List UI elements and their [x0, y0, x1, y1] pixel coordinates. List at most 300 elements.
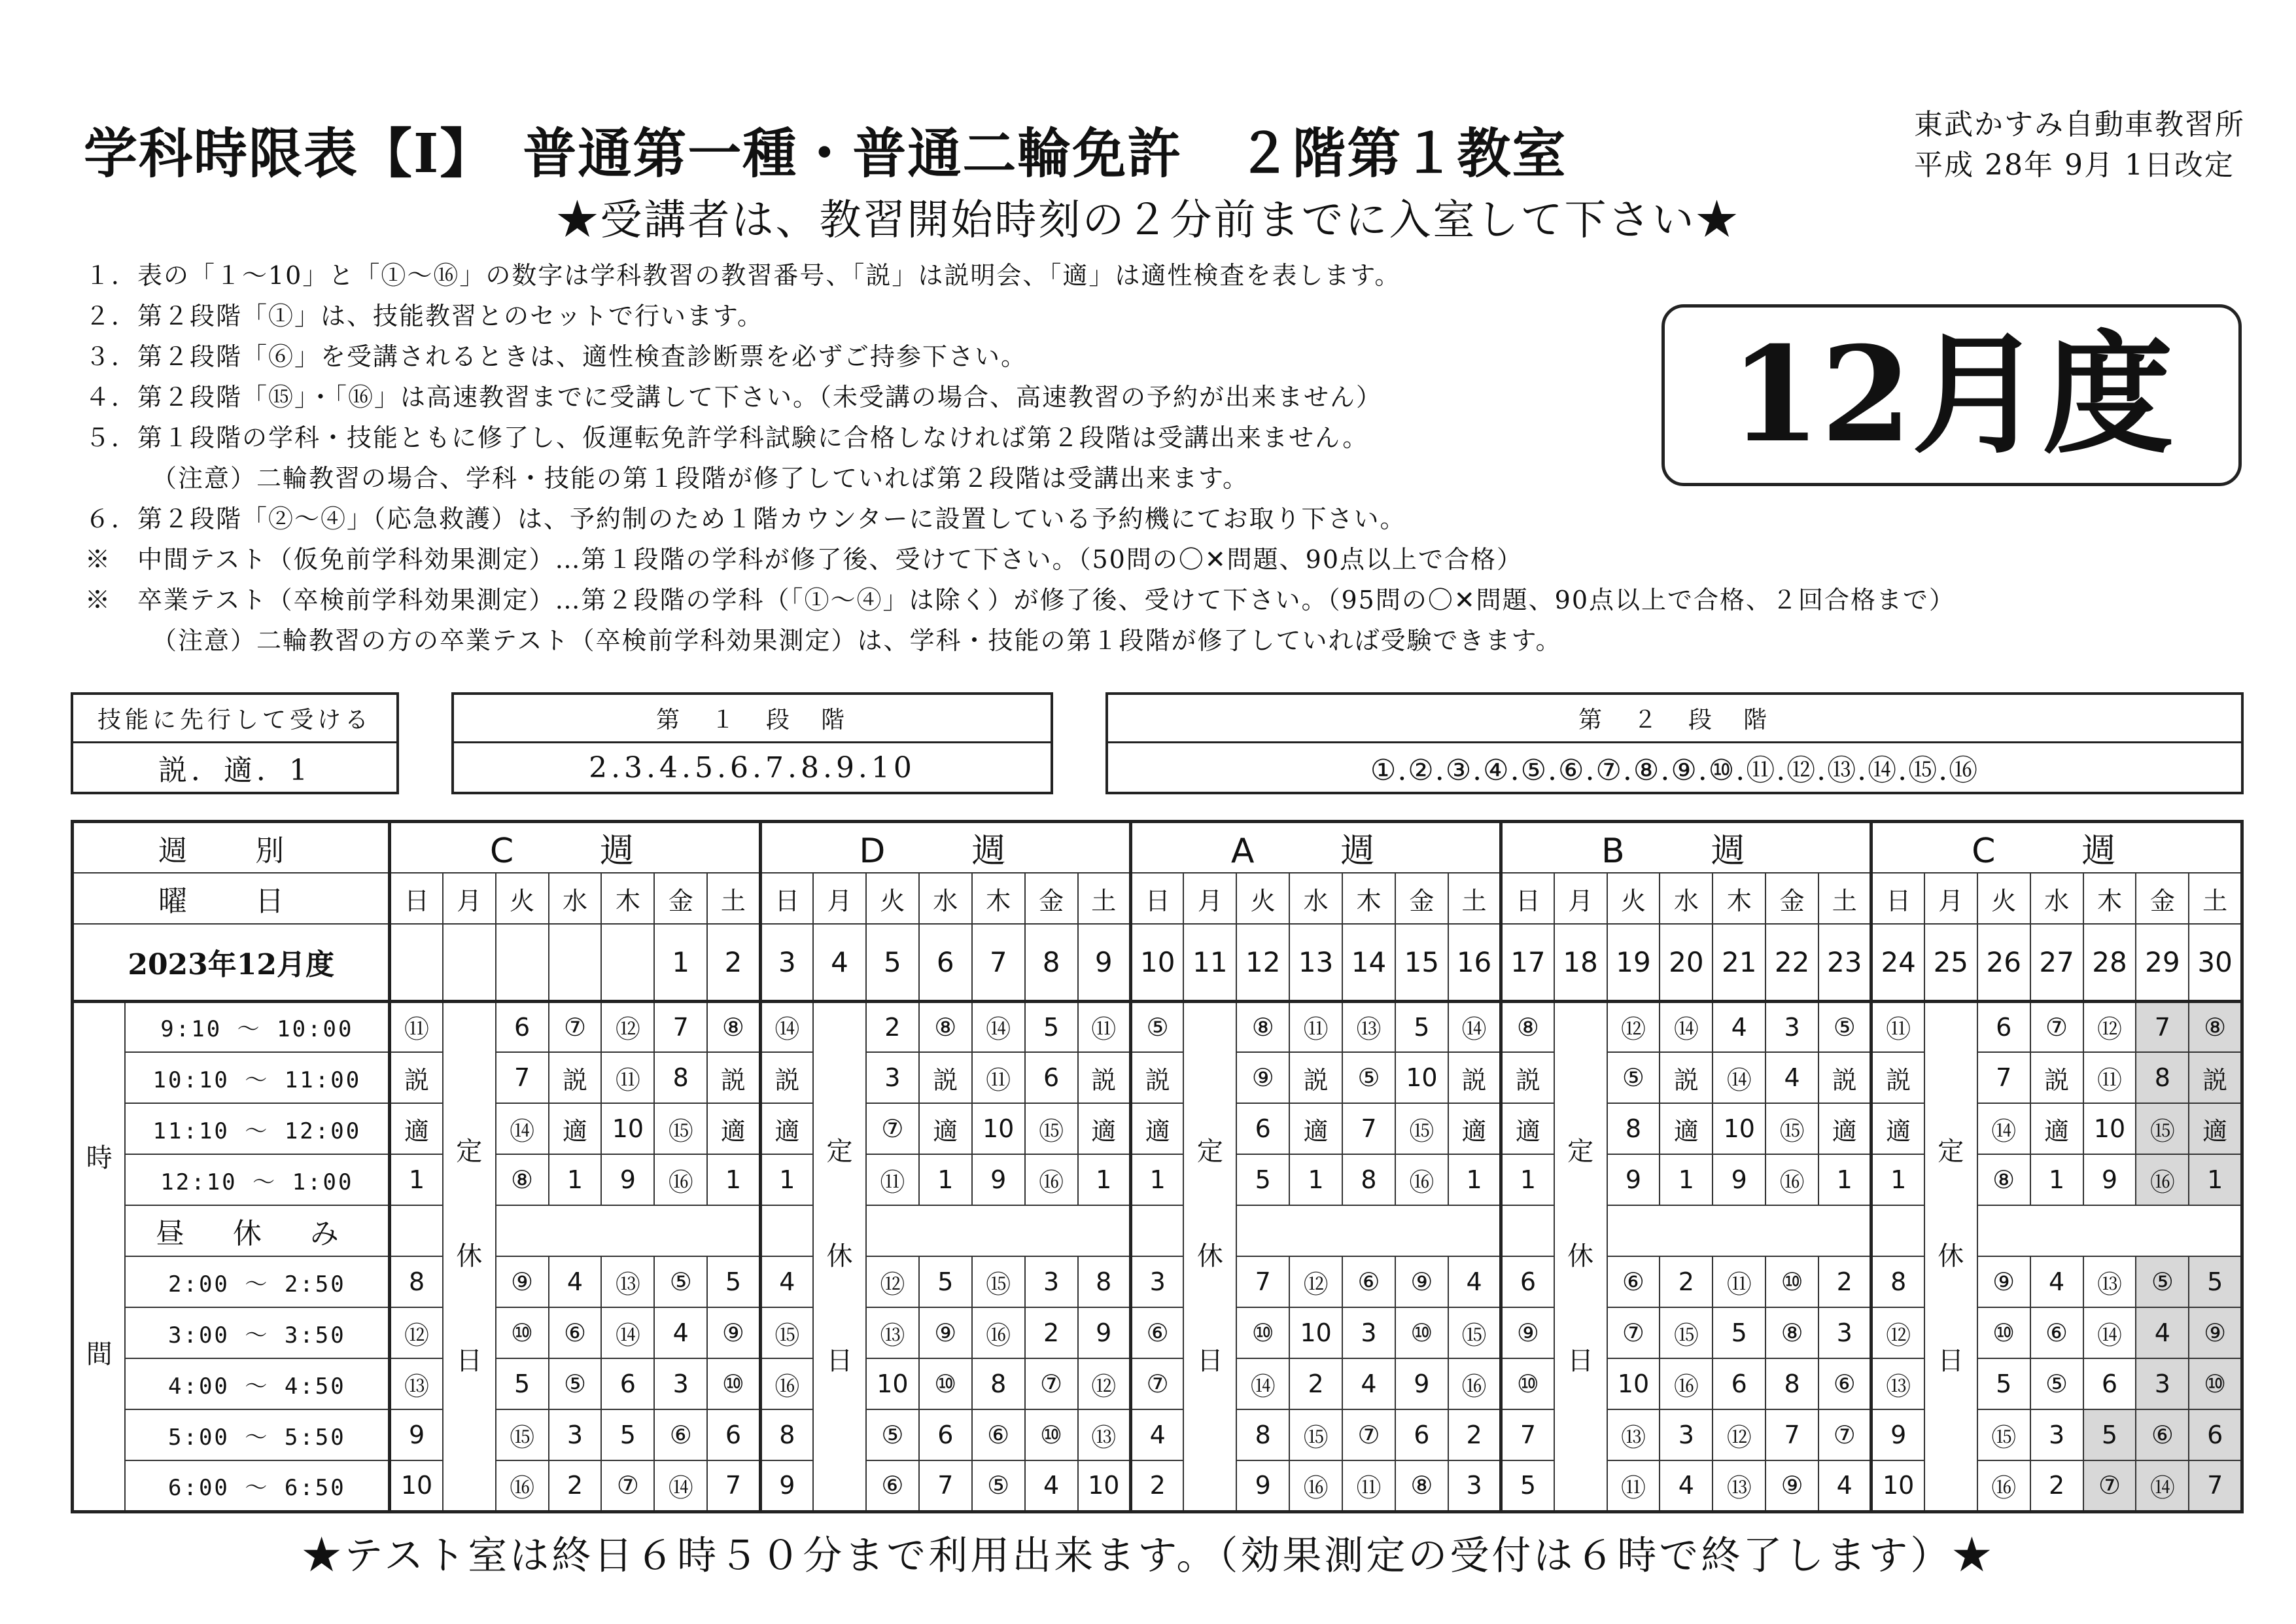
note-item: ６．第２段階「②〜④」（応急救護）は、予約制のため１階カウンターに設置している予約機にてお取り下さい。: [85, 504, 1406, 533]
class-cell: 適: [1289, 1103, 1342, 1154]
class-cell: 7: [919, 1460, 972, 1511]
class-cell: 7: [496, 1052, 549, 1103]
day-of-week: 土: [1448, 873, 1501, 924]
day-of-week: 日: [760, 873, 813, 924]
school-name: 東武かすみ自動車教習所: [1914, 108, 2245, 141]
class-cell: ⑭: [496, 1103, 549, 1154]
class-cell: 説: [1078, 1052, 1131, 1103]
class-cell: 9: [972, 1154, 1025, 1205]
class-cell: 説: [760, 1052, 813, 1103]
class-cell: ⑫: [1289, 1256, 1342, 1307]
class-cell: 5: [1501, 1460, 1554, 1511]
class-cell: 9: [1078, 1307, 1131, 1358]
class-cell: ⑬: [1871, 1358, 1924, 1409]
class-cell: 9: [1607, 1154, 1660, 1205]
class-cell: ⑦: [2083, 1460, 2136, 1511]
note-item: １．表の「１〜10」と「①〜⑯」の数字は学科教習の教習番号、「説」は説明会、「適」は適性検査を表します。: [85, 261, 1401, 290]
class-cell: 6: [1977, 1001, 2030, 1052]
class-cell: 適: [1131, 1103, 1184, 1154]
note-item: ４．第２段階「⑮」・「⑯」は高速教習までに受講して下さい。（未受講の場合、高速教習の予約が出来ません）: [85, 383, 1383, 412]
class-cell: ⑥: [866, 1460, 919, 1511]
date-cell: 2: [707, 924, 760, 1001]
time-slot: 12:10 〜 1:00: [125, 1154, 389, 1205]
class-cell: 適: [390, 1103, 443, 1154]
class-cell: 5: [1025, 1001, 1078, 1052]
date-cell: 23: [1818, 924, 1871, 1001]
day-of-week: 金: [654, 873, 707, 924]
week-header: B 週: [1501, 822, 1871, 874]
class-cell: 1: [1871, 1154, 1924, 1205]
date-cell: 8: [1025, 924, 1078, 1001]
class-cell: 説: [707, 1052, 760, 1103]
class-cell: ⑤: [972, 1460, 1025, 1511]
class-cell: 5: [1395, 1001, 1448, 1052]
class-cell: ⑨: [1977, 1256, 2030, 1307]
class-cell: 8: [2136, 1052, 2189, 1103]
class-cell: ⑫: [866, 1256, 919, 1307]
class-cell: ⑯: [1289, 1460, 1342, 1511]
class-cell: 7: [1977, 1052, 2030, 1103]
class-cell: 2: [1025, 1307, 1078, 1358]
class-cell: ⑦: [2030, 1001, 2083, 1052]
class-cell: 9: [1395, 1358, 1448, 1409]
stage1-label: 第 １ 段 階: [454, 695, 1051, 743]
time-slot: 10:10 〜 11:00: [125, 1052, 389, 1103]
day-of-week: 月: [1554, 873, 1607, 924]
class-cell: ⑮: [1660, 1307, 1713, 1358]
day-of-week: 水: [1289, 873, 1342, 924]
class-cell: ⑫: [390, 1307, 443, 1358]
lunch-cell: [1607, 1205, 1871, 1256]
stage1-value: 2.3.4.5.6.7.8.9.10: [589, 750, 916, 785]
class-cell: ⑭: [1448, 1001, 1501, 1052]
class-cell: 10: [1713, 1103, 1765, 1154]
class-cell: 適: [760, 1103, 813, 1154]
class-cell: ⑬: [2083, 1256, 2136, 1307]
month-badge: 12月度: [1661, 304, 2242, 486]
class-cell: 1: [760, 1154, 813, 1205]
class-cell: 1: [1818, 1154, 1871, 1205]
class-cell: 説: [919, 1052, 972, 1103]
day-of-week: 火: [496, 873, 549, 924]
class-cell: 3: [1765, 1001, 1818, 1052]
day-of-week: 金: [1025, 873, 1078, 924]
class-cell: 10: [1289, 1307, 1342, 1358]
week-header: D 週: [760, 822, 1130, 874]
class-cell: ⑨: [1236, 1052, 1289, 1103]
class-cell: 2: [2030, 1460, 2083, 1511]
class-cell: 3: [1818, 1307, 1871, 1358]
class-cell: 5: [2189, 1256, 2242, 1307]
class-cell: 3: [1660, 1409, 1713, 1460]
class-cell: 10: [1395, 1052, 1448, 1103]
class-cell: 7: [2189, 1460, 2242, 1511]
class-cell: 4: [760, 1256, 813, 1307]
day-of-week: 土: [1078, 873, 1131, 924]
class-cell: 1: [1501, 1154, 1554, 1205]
class-cell: 4: [1713, 1001, 1765, 1052]
lunch-cell: [1131, 1205, 1184, 1256]
class-cell: 適: [1078, 1103, 1131, 1154]
class-cell: 4: [654, 1307, 707, 1358]
date-cell: 30: [2189, 924, 2242, 1001]
class-cell: ⑧: [1501, 1001, 1554, 1052]
class-cell: ⑤: [1131, 1001, 1184, 1052]
date-cell: 29: [2136, 924, 2189, 1001]
day-of-week: 日: [1501, 873, 1554, 924]
class-cell: 9: [601, 1154, 654, 1205]
class-cell: 8: [654, 1052, 707, 1103]
class-cell: ⑨: [496, 1256, 549, 1307]
class-cell: ⑭: [972, 1001, 1025, 1052]
class-cell: ⑧: [496, 1154, 549, 1205]
date-cell: 28: [2083, 924, 2136, 1001]
class-cell: ⑬: [1607, 1409, 1660, 1460]
class-cell: 5: [601, 1409, 654, 1460]
class-cell: 説: [2030, 1052, 2083, 1103]
class-cell: ⑤: [654, 1256, 707, 1307]
class-cell: ⑦: [1131, 1358, 1184, 1409]
class-cell: ⑯: [654, 1154, 707, 1205]
class-cell: 6: [496, 1001, 549, 1052]
subtitle: ★受講者は、教習開始時刻の２分前までに入室して下さい★: [556, 196, 1740, 245]
class-cell: ⑯: [496, 1460, 549, 1511]
class-cell: 8: [1871, 1256, 1924, 1307]
class-cell: 8: [1607, 1103, 1660, 1154]
class-cell: ⑬: [1342, 1001, 1395, 1052]
class-cell: ⑮: [972, 1256, 1025, 1307]
class-cell: 1: [1289, 1154, 1342, 1205]
class-cell: ⑭: [1977, 1103, 2030, 1154]
class-cell: ⑪: [601, 1052, 654, 1103]
closed-day-label: 定 休 日: [813, 1001, 866, 1511]
class-cell: 3: [549, 1409, 602, 1460]
class-cell: 10: [2083, 1103, 2136, 1154]
class-cell: ⑧: [1765, 1307, 1818, 1358]
class-cell: ⑮: [760, 1307, 813, 1358]
class-cell: ⑤: [1607, 1052, 1660, 1103]
date-cell: 22: [1765, 924, 1818, 1001]
class-cell: 10: [390, 1460, 443, 1511]
class-cell: ⑭: [1236, 1358, 1289, 1409]
class-cell: ⑦: [866, 1103, 919, 1154]
class-cell: ⑫: [601, 1001, 654, 1052]
class-cell: ⑪: [1607, 1460, 1660, 1511]
class-cell: ⑫: [1713, 1409, 1765, 1460]
class-cell: 1: [707, 1154, 760, 1205]
day-of-week: 月: [813, 873, 866, 924]
class-cell: ⑨: [1501, 1307, 1554, 1358]
class-cell: ⑭: [1713, 1052, 1765, 1103]
prereq-value: 説．適．1: [158, 754, 311, 787]
class-cell: 説: [1660, 1052, 1713, 1103]
class-cell: ⑩: [2189, 1358, 2242, 1409]
stage2-label: 第 ２ 段 階: [1108, 695, 2241, 743]
class-cell: ⑩: [1395, 1307, 1448, 1358]
lunch-cell: [760, 1205, 813, 1256]
class-cell: 説: [1818, 1052, 1871, 1103]
class-cell: 適: [1818, 1103, 1871, 1154]
class-cell: 4: [1448, 1256, 1501, 1307]
class-cell: 2: [1289, 1358, 1342, 1409]
date-cell: 3: [760, 924, 813, 1001]
closed-day-label: 定 休 日: [1924, 1001, 1977, 1511]
date-cell: [496, 924, 549, 1001]
class-cell: ⑮: [2136, 1103, 2189, 1154]
date-cell: 15: [1395, 924, 1448, 1001]
class-cell: 9: [390, 1409, 443, 1460]
day-of-week: 火: [866, 873, 919, 924]
time-slot: 2:00 〜 2:50: [125, 1256, 389, 1307]
class-cell: ⑪: [1713, 1256, 1765, 1307]
class-cell: 適: [2189, 1103, 2242, 1154]
class-cell: ⑮: [654, 1103, 707, 1154]
date-cell: 16: [1448, 924, 1501, 1001]
class-cell: ⑮: [1289, 1409, 1342, 1460]
class-cell: ⑨: [919, 1307, 972, 1358]
class-cell: ⑧: [1977, 1154, 2030, 1205]
class-cell: ⑪: [866, 1154, 919, 1205]
note-item: ５．第１段階の学科・技能ともに修了し、仮運転免許学科試験に合格しなければ第２段階は受講出来ません。: [85, 423, 1369, 452]
class-cell: ⑪: [390, 1001, 443, 1052]
class-cell: ⑧: [1395, 1460, 1448, 1511]
week-header: A 週: [1131, 822, 1501, 874]
class-cell: ⑩: [707, 1358, 760, 1409]
day-of-week: 土: [1818, 873, 1871, 924]
class-cell: 説: [1131, 1052, 1184, 1103]
class-cell: 適: [1448, 1103, 1501, 1154]
day-of-week: 木: [601, 873, 654, 924]
class-cell: ⑤: [866, 1409, 919, 1460]
class-cell: ⑪: [1342, 1460, 1395, 1511]
class-cell: 5: [496, 1358, 549, 1409]
class-cell: 7: [1236, 1256, 1289, 1307]
class-cell: ⑪: [972, 1052, 1025, 1103]
date-cell: [443, 924, 496, 1001]
class-cell: 3: [1448, 1460, 1501, 1511]
day-of-week: 金: [1395, 873, 1448, 924]
date-cell: [601, 924, 654, 1001]
class-cell: ⑪: [1289, 1001, 1342, 1052]
date-cell: 17: [1501, 924, 1554, 1001]
class-cell: ⑦: [549, 1001, 602, 1052]
class-cell: 2: [1448, 1409, 1501, 1460]
class-cell: 10: [1871, 1460, 1924, 1511]
date-cell: 5: [866, 924, 919, 1001]
time-slot: 3:00 〜 3:50: [125, 1307, 389, 1358]
class-cell: ⑨: [1395, 1256, 1448, 1307]
date-cell: 14: [1342, 924, 1395, 1001]
class-cell: 10: [1607, 1358, 1660, 1409]
school-info: [1914, 105, 2245, 186]
class-cell: 適: [549, 1103, 602, 1154]
class-cell: 6: [1236, 1103, 1289, 1154]
class-cell: ⑥: [2136, 1409, 2189, 1460]
class-cell: 6: [1501, 1256, 1554, 1307]
class-cell: ⑮: [496, 1409, 549, 1460]
class-cell: 8: [1236, 1409, 1289, 1460]
date-cell: 7: [972, 924, 1025, 1001]
day-of-week: 日: [390, 873, 443, 924]
note-item: ※ 卒業テスト（卒検前学科効果測定）…第２段階の学科（「①〜④」は除く）が修了後、受けて下さい。（95問の〇✕問題、90点以上で合格、２回合格まで）: [85, 586, 1956, 614]
date-cell: 10: [1131, 924, 1184, 1001]
class-cell: 5: [1977, 1358, 2030, 1409]
class-cell: 4: [1765, 1052, 1818, 1103]
class-cell: 1: [390, 1154, 443, 1205]
class-cell: 6: [2083, 1358, 2136, 1409]
revision-date: 平成 28年 9月 1日改定: [1914, 149, 2235, 182]
class-cell: ⑫: [1078, 1358, 1131, 1409]
class-cell: ⑥: [2030, 1307, 2083, 1358]
date-cell: 25: [1924, 924, 1977, 1001]
class-cell: ⑭: [760, 1001, 813, 1052]
class-cell: 説: [1289, 1052, 1342, 1103]
class-cell: 3: [1131, 1256, 1184, 1307]
class-cell: ⑮: [1025, 1103, 1078, 1154]
class-cell: ⑩: [1236, 1307, 1289, 1358]
class-cell: 4: [1818, 1460, 1871, 1511]
day-of-week: 土: [707, 873, 760, 924]
class-cell: ⑯: [760, 1358, 813, 1409]
time-slot: 6:00 〜 6:50: [125, 1460, 389, 1511]
class-cell: ⑥: [1607, 1256, 1660, 1307]
class-cell: 6: [1713, 1358, 1765, 1409]
class-cell: ⑤: [1818, 1001, 1871, 1052]
class-cell: ⑪: [1871, 1001, 1924, 1052]
class-cell: 適: [919, 1103, 972, 1154]
class-cell: ⑤: [2030, 1358, 2083, 1409]
class-cell: ⑫: [2083, 1001, 2136, 1052]
class-cell: ⑦: [1342, 1409, 1395, 1460]
class-cell: 5: [707, 1256, 760, 1307]
class-cell: 4: [1025, 1460, 1078, 1511]
day-of-week: 月: [443, 873, 496, 924]
class-cell: 1: [919, 1154, 972, 1205]
stage1-box: [451, 692, 1053, 794]
class-cell: 説: [549, 1052, 602, 1103]
class-cell: ⑩: [1025, 1409, 1078, 1460]
class-cell: 8: [390, 1256, 443, 1307]
class-cell: 5: [1713, 1307, 1765, 1358]
day-of-week: 月: [1924, 873, 1977, 924]
class-cell: 10: [1078, 1460, 1131, 1511]
class-cell: 10: [972, 1103, 1025, 1154]
class-cell: 説: [1501, 1052, 1554, 1103]
class-cell: 5: [1236, 1154, 1289, 1205]
class-cell: 1: [2189, 1154, 2242, 1205]
time-slot: 4:00 〜 4:50: [125, 1358, 389, 1409]
class-cell: 説: [1871, 1052, 1924, 1103]
class-cell: 7: [1765, 1409, 1818, 1460]
class-cell: ⑪: [2083, 1052, 2136, 1103]
class-cell: 5: [2083, 1409, 2136, 1460]
date-cell: 9: [1078, 924, 1131, 1001]
day-of-week: 水: [549, 873, 602, 924]
class-cell: 3: [1342, 1307, 1395, 1358]
class-cell: ⑮: [1395, 1103, 1448, 1154]
class-cell: 4: [2030, 1256, 2083, 1307]
class-cell: 10: [601, 1103, 654, 1154]
date-cell: 12: [1236, 924, 1289, 1001]
class-cell: ⑫: [1607, 1001, 1660, 1052]
class-cell: 9: [1713, 1154, 1765, 1205]
lunch-label: 昼 休 み: [125, 1205, 389, 1256]
class-cell: 2: [866, 1001, 919, 1052]
class-cell: ⑧: [1236, 1001, 1289, 1052]
date-cell: 26: [1977, 924, 2030, 1001]
lunch-cell: [1236, 1205, 1501, 1256]
class-cell: 7: [707, 1460, 760, 1511]
class-cell: 適: [1501, 1103, 1554, 1154]
class-cell: ⑭: [1660, 1001, 1713, 1052]
class-cell: 1: [2030, 1154, 2083, 1205]
footer-note: ★テスト室は終日６時５０分まで利用出来ます。（効果測定の受付は６時で終了します）★: [302, 1533, 1994, 1579]
day-of-week: 火: [1607, 873, 1660, 924]
class-cell: 4: [1660, 1460, 1713, 1511]
day-of-week: 月: [1183, 873, 1236, 924]
date-cell: 18: [1554, 924, 1607, 1001]
date-cell: 21: [1713, 924, 1765, 1001]
date-cell: [390, 924, 443, 1001]
class-cell: ⑥: [654, 1409, 707, 1460]
class-cell: 3: [866, 1052, 919, 1103]
class-cell: 2: [1818, 1256, 1871, 1307]
time-slot: 11:10 〜 12:00: [125, 1103, 389, 1154]
class-cell: 9: [1236, 1460, 1289, 1511]
class-cell: ⑥: [972, 1409, 1025, 1460]
day-of-week: 土: [2189, 873, 2242, 924]
class-cell: ⑧: [707, 1001, 760, 1052]
date-cell: 6: [919, 924, 972, 1001]
timetable: [71, 820, 2244, 1513]
class-cell: 1: [1131, 1154, 1184, 1205]
lunch-cell: [866, 1205, 1131, 1256]
class-cell: ⑯: [1448, 1358, 1501, 1409]
class-cell: 3: [2030, 1409, 2083, 1460]
prereq-box: [71, 692, 399, 794]
class-cell: ⑦: [601, 1460, 654, 1511]
class-cell: 4: [1131, 1409, 1184, 1460]
class-cell: 3: [2136, 1358, 2189, 1409]
date-cell: 1: [654, 924, 707, 1001]
date-cell: 19: [1607, 924, 1660, 1001]
class-cell: 6: [919, 1409, 972, 1460]
day-of-week: 木: [972, 873, 1025, 924]
lunch-cell: [1977, 1205, 2242, 1256]
class-cell: 6: [707, 1409, 760, 1460]
class-cell: 適: [1660, 1103, 1713, 1154]
date-cell: 13: [1289, 924, 1342, 1001]
lunch-cell: [390, 1205, 443, 1256]
class-cell: 2: [1660, 1256, 1713, 1307]
class-cell: ⑥: [549, 1307, 602, 1358]
closed-day-label: 定 休 日: [443, 1001, 496, 1511]
class-cell: ⑩: [1765, 1256, 1818, 1307]
class-cell: ⑨: [2189, 1307, 2242, 1358]
note-item: ※ 中間テスト（仮免前学科効果測定）…第１段階の学科が修了後、受けて下さい。（50問の〇✕問題、90点以上で合格）: [85, 545, 1523, 574]
class-cell: 1: [1448, 1154, 1501, 1205]
class-cell: ⑯: [1977, 1460, 2030, 1511]
class-cell: ⑮: [1448, 1307, 1501, 1358]
day-of-week: 木: [1713, 873, 1765, 924]
day-of-week: 水: [2030, 873, 2083, 924]
class-cell: 説: [390, 1052, 443, 1103]
class-cell: ⑮: [1977, 1409, 2030, 1460]
class-cell: 4: [549, 1256, 602, 1307]
note-item: （注意）二輪教習の場合、学科・技能の第１段階が修了していれば第２段階は受講出来ます。: [152, 464, 1249, 493]
class-cell: 5: [919, 1256, 972, 1307]
day-of-week: 木: [1342, 873, 1395, 924]
